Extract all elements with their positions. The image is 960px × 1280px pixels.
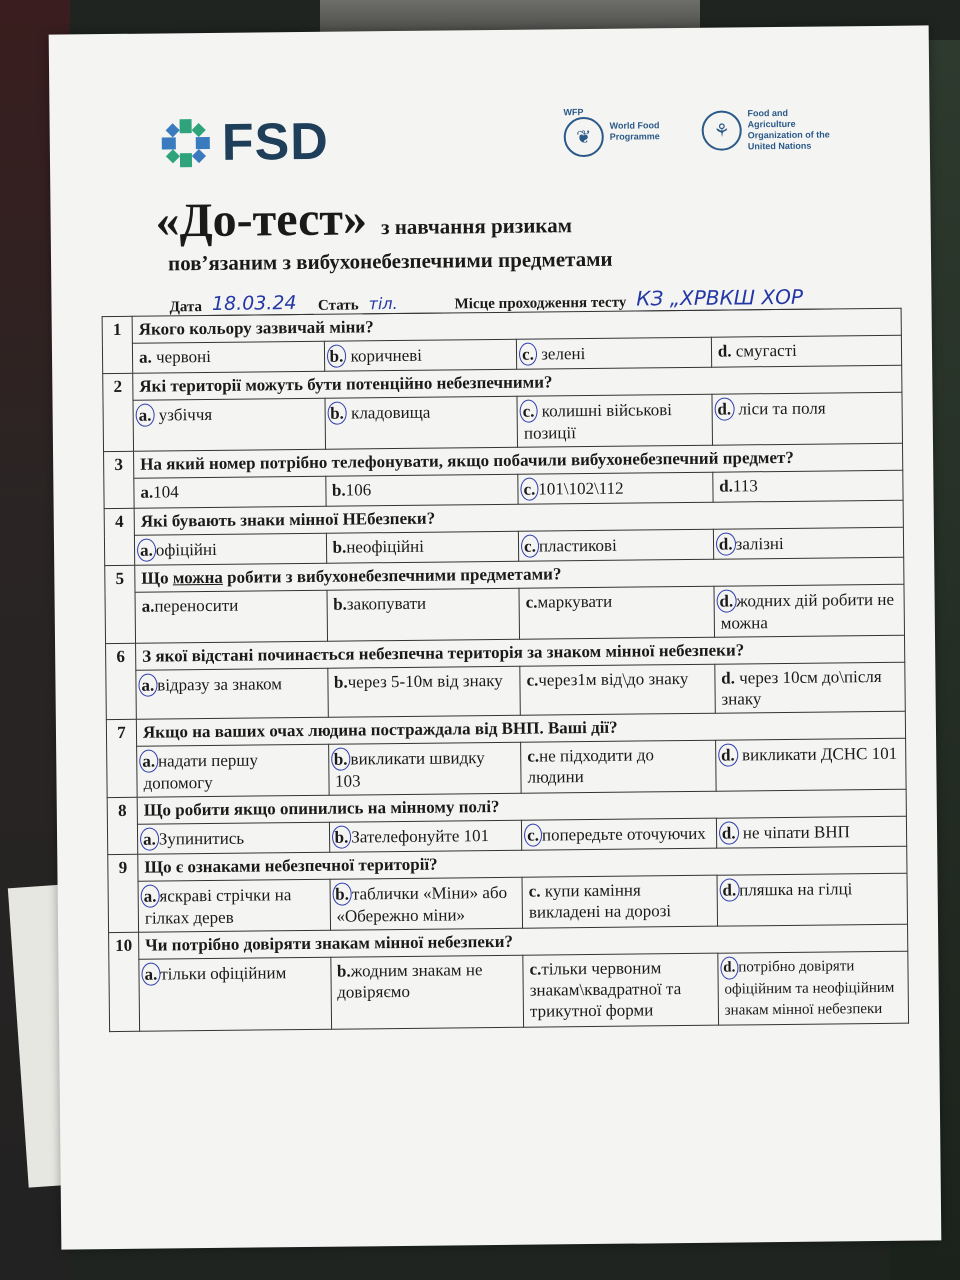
option-letter: b.: [333, 594, 347, 614]
questions-table: [102, 308, 909, 1032]
question-text-start: Що: [141, 568, 173, 588]
question-text: Що робити якщо опинились на мінному полі?: [137, 789, 906, 824]
option-text: жодним знакам не довіряємо: [337, 960, 483, 1002]
option-b[interactable]: [327, 588, 520, 641]
option-letter-circled: d.: [719, 821, 739, 844]
option-d[interactable]: [717, 873, 908, 926]
option-letter: c.: [527, 746, 540, 766]
option-letter-circled: b.: [331, 748, 351, 771]
option-letter: d.: [719, 476, 734, 496]
option-b[interactable]: [325, 396, 518, 449]
option-text: неофіційні: [346, 536, 424, 557]
option-text: смугасті: [731, 340, 797, 361]
option-b[interactable]: [329, 820, 522, 852]
option-letter: a.: [141, 596, 155, 616]
option-letter: a.: [138, 347, 152, 367]
option-letter-circled: a.: [139, 750, 158, 773]
option-text: через 5-10м від знаку: [347, 670, 503, 692]
option-c[interactable]: [523, 953, 718, 1027]
option-b[interactable]: [324, 339, 517, 371]
option-d[interactable]: [715, 738, 906, 791]
question-number: 4: [104, 508, 135, 565]
option-letter-circled: c.: [519, 343, 537, 366]
option-d[interactable]: [714, 584, 905, 637]
option-letter: b.: [331, 480, 346, 500]
question-text: Які території можуть бути потенційно небезпечними?: [133, 365, 902, 400]
question-text: Які бувають знаки мінної НЕбезпеки?: [134, 500, 903, 535]
question-number: 8: [107, 797, 138, 854]
option-c[interactable]: [518, 529, 713, 561]
option-text: надати першу допомогу: [143, 750, 259, 793]
option-d[interactable]: [712, 392, 903, 445]
option-text: тільки офіційним: [160, 963, 287, 984]
options-row: [109, 951, 909, 1031]
options-row: [103, 392, 902, 451]
test-title: [155, 189, 572, 248]
option-letter-circled: d.: [718, 743, 738, 766]
option-letter: b.: [333, 672, 348, 692]
option-a[interactable]: [134, 476, 326, 508]
option-letter-circled: a.: [136, 404, 155, 427]
option-text: зелені: [536, 344, 586, 364]
option-letter-circled: b.: [331, 826, 351, 849]
option-d[interactable]: [716, 816, 907, 848]
option-text: тільки червоним знакам\квадратної та трикутної форми: [529, 958, 682, 1021]
option-text: не чіпати ВНП: [738, 822, 850, 843]
option-text: Зателефонуйте 101: [351, 826, 490, 847]
option-a[interactable]: [133, 398, 325, 451]
fsd-logo-text: FSD: [221, 112, 330, 172]
option-letter: c.: [528, 881, 541, 901]
question-text: Чи потрібно довіряти знакам мінної небезпеки?: [139, 924, 908, 959]
option-text: через1м від\до знаку: [538, 668, 689, 690]
place-field[interactable]: КЗ „ХРВКШ ХОР: [630, 284, 832, 311]
question-text: З якої відстані починається небезпечна територія за знаком мінної небезпеки?: [136, 635, 905, 670]
title-rest: з навчання ризикам: [380, 213, 573, 240]
option-a[interactable]: [136, 668, 328, 719]
question-number: 10: [109, 932, 140, 1031]
option-text: переносити: [154, 595, 239, 616]
title-main: «До-тест»: [155, 192, 368, 248]
options-row: [106, 662, 905, 719]
option-text: купи каміння викладені на дорозі: [528, 880, 672, 922]
question-text: Що є ознаками небезпечної території?: [138, 846, 907, 881]
option-c[interactable]: [516, 337, 711, 369]
option-c[interactable]: [517, 394, 712, 447]
option-a[interactable]: [134, 533, 326, 565]
option-letter: a.: [140, 482, 154, 502]
partner-logos: [563, 104, 830, 157]
date-field[interactable]: 18.03.24: [206, 292, 314, 316]
wfp-name: World Food Programme: [609, 120, 660, 142]
option-letter-circled: b.: [332, 883, 352, 906]
question-number: 3: [104, 451, 135, 508]
question-text: Якого кольору зазвичай міни?: [132, 308, 901, 343]
question-number: 6: [106, 643, 137, 719]
option-c[interactable]: [522, 875, 717, 928]
option-c[interactable]: [521, 740, 716, 793]
option-a[interactable]: [132, 341, 324, 373]
option-c[interactable]: [521, 818, 716, 850]
question-number: 2: [103, 373, 134, 451]
option-letter-circled: b.: [327, 402, 347, 425]
option-text: яскраві стрічки на гілках дерев: [144, 885, 292, 928]
fao-emblem-icon: ⚘: [701, 110, 741, 150]
date-label: Дата: [169, 299, 203, 316]
option-text: пляшка на гілці: [739, 879, 853, 900]
test-sheet: [49, 25, 942, 1249]
option-letter-circled: c.: [521, 535, 539, 558]
question-text-underlined: можна: [172, 567, 223, 588]
option-text: викликати ДСНС 101: [737, 743, 898, 765]
option-b[interactable]: [327, 666, 520, 717]
option-text: офіційні: [155, 539, 217, 560]
option-letter-circled: d.: [720, 956, 738, 979]
option-letter-circled: a.: [141, 963, 160, 986]
option-text: 104: [153, 482, 179, 502]
option-letter-circled: c.: [520, 400, 538, 423]
fsd-logo: [159, 112, 329, 174]
option-d[interactable]: [713, 527, 904, 559]
options-row: [105, 584, 904, 643]
option-a[interactable]: [135, 590, 327, 643]
option-c[interactable]: [518, 472, 713, 504]
option-b[interactable]: [325, 474, 518, 506]
option-a[interactable]: [137, 822, 329, 854]
gender-field[interactable]: тіл.: [362, 293, 450, 314]
option-text: ліси та поля: [734, 398, 826, 419]
options-row: [107, 738, 906, 797]
option-text: маркувати: [537, 591, 613, 612]
option-text: колишні військові позиції: [523, 400, 673, 443]
test-subtitle: пов’язаним з вибухонебезпечними предметами: [167, 246, 613, 276]
option-letter-circled: d.: [719, 878, 739, 901]
option-text: узбіччя: [154, 404, 213, 425]
option-text: не підходити до людини: [527, 745, 655, 787]
option-d[interactable]: [715, 662, 906, 713]
option-b[interactable]: [328, 742, 521, 795]
option-letter-circled: d.: [714, 397, 734, 420]
option-c[interactable]: [519, 586, 714, 639]
place-label: Місце проходження тесту: [454, 294, 627, 313]
option-b[interactable]: [330, 955, 523, 1029]
question-number: 9: [108, 854, 139, 932]
option-text: попередьте оточуючих: [541, 823, 706, 845]
option-a[interactable]: [139, 957, 331, 1031]
option-text: відразу за знаком: [157, 674, 283, 695]
option-text: викликати швидку 103: [334, 748, 485, 791]
question-number: 1: [102, 316, 133, 373]
option-letter-circled: b.: [326, 345, 346, 368]
option-text: 113: [732, 476, 758, 496]
question-number: 5: [105, 565, 136, 643]
question-text: На який номер потрібно телефонувати, якщо побачили вибухонебезпечний предмет?: [134, 443, 903, 478]
fao-name: Food and Agriculture Organization of the United Nations: [747, 107, 830, 152]
fao-logo: [701, 107, 829, 152]
option-d[interactable]: [718, 951, 909, 1025]
option-text: закопувати: [346, 593, 427, 614]
option-letter: b.: [332, 537, 347, 557]
option-text: червоні: [151, 346, 211, 367]
option-b[interactable]: [330, 877, 523, 930]
wfp-logo: [563, 106, 680, 157]
question-text-end: робити з вибухонебезпечними предметами?: [222, 564, 562, 587]
option-letter-circled: d.: [716, 532, 736, 555]
option-letter: c.: [525, 592, 538, 612]
option-d[interactable]: [713, 470, 904, 502]
option-text: жодних дій робити не можна: [720, 589, 895, 633]
question-number: 7: [106, 719, 137, 797]
option-letter: d.: [721, 668, 736, 688]
option-letter-circled: c.: [524, 824, 542, 847]
option-c[interactable]: [520, 664, 715, 715]
option-text: потрібно довіряти офіційним та неофіційним знакам мінної небезпеки: [724, 958, 895, 1019]
options-row: [108, 873, 907, 932]
option-text: Зупинитись: [158, 828, 245, 849]
option-b[interactable]: [326, 531, 519, 563]
option-text: пластикові: [538, 535, 617, 556]
fsd-gear-icon: [160, 117, 213, 170]
gender-label: Стать: [317, 297, 359, 314]
option-letter-circled: d.: [716, 589, 736, 612]
wfp-emblem-icon: ❦: [564, 117, 604, 157]
option-letter: d.: [717, 341, 732, 361]
option-a[interactable]: [137, 744, 329, 797]
option-letter-circled: a.: [138, 674, 157, 697]
wfp-abbr: WFP: [563, 107, 584, 118]
option-letter: b.: [336, 961, 351, 981]
option-letter-circled: a.: [140, 828, 159, 851]
option-letter: c.: [526, 670, 539, 690]
option-text: 101\102\112: [538, 478, 624, 499]
option-text: 106: [345, 480, 372, 500]
question-text: Якщо на ваших очах людина постраждала від ВНП. Ваші дії?: [136, 711, 905, 746]
option-text: через 10см до\після знаку: [721, 666, 882, 709]
option-letter-circled: a.: [141, 885, 160, 908]
option-a[interactable]: [138, 879, 330, 932]
option-letter-circled: a.: [137, 539, 156, 562]
option-d[interactable]: [711, 335, 902, 367]
option-letter-circled: c.: [520, 478, 538, 501]
option-text: коричневі: [346, 345, 423, 366]
option-text: таблички «Міни» або «Обережно міни»: [336, 882, 508, 926]
option-letter: c.: [529, 959, 542, 979]
option-text: кладовища: [346, 402, 431, 423]
option-text: залізні: [735, 533, 784, 554]
